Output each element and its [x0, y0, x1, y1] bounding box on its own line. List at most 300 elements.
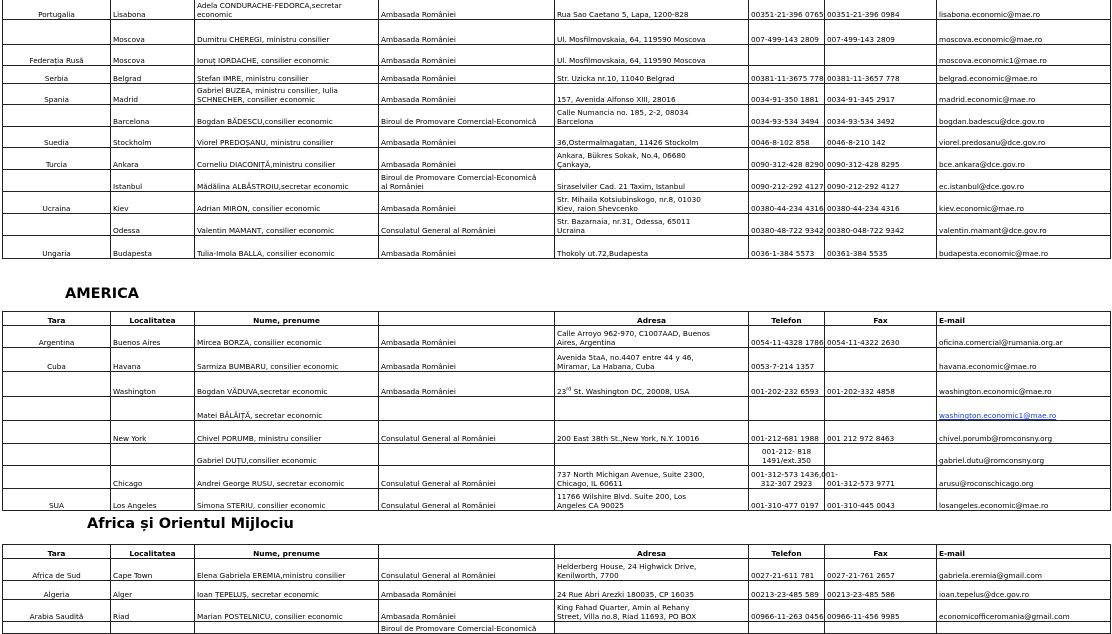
cell-institutie: [379, 489, 555, 511]
table-row: [3, 214, 1111, 236]
cell-adresa-text: 36,Ostermalmagatan, 11426 Stockolm: [557, 138, 699, 147]
cell-nume-text: Bogdan BĂDESCU,consilier economic: [197, 117, 333, 126]
cell-email[interactable]: [937, 105, 1111, 127]
table-row: [3, 236, 1111, 259]
cell-adresa: [555, 45, 749, 66]
cell-adresa-line: Street, Villa no.8, Riad 11693, PO BOX: [557, 612, 697, 621]
cell-tara: [3, 45, 111, 66]
cell-tara: [3, 466, 111, 489]
table-row: [3, 489, 1111, 511]
cell-adresa: [555, 444, 749, 466]
cell-nume-text: Viorel PREDOȘANU, ministru consilier: [197, 138, 334, 147]
cell-nume-text: Sarmiza BUMBARU, consilier economic: [197, 362, 339, 371]
cell-telefon: [749, 489, 825, 511]
cell-localitatea-text: Riad: [113, 612, 130, 621]
cell-localitatea-text: Barcelona: [113, 117, 150, 126]
cell-localitatea: [111, 170, 195, 192]
cell-localitatea: [111, 466, 195, 489]
cell-nume-text: Gabriel DUȚU,consilier economic: [197, 456, 317, 465]
cell-email[interactable]: [937, 148, 1111, 170]
cell-tara: [3, 0, 111, 20]
cell-telefon-text: 0027-21-611 781: [751, 571, 815, 580]
cell-telefon: [749, 66, 825, 84]
cell-telefon: [749, 214, 825, 236]
cell-telefon-text: 0053-7-214 1357: [751, 362, 815, 371]
cell-telefon-text: 001-212-681 1988: [751, 434, 819, 443]
cell-telefon-text: 0034-93-534 3494: [751, 117, 819, 126]
cell-localitatea-text: Belgrad: [113, 74, 142, 83]
cell-nume: [195, 192, 379, 214]
cell-institutie-text: Ambasada României: [381, 362, 456, 371]
africa-table: [2, 544, 1111, 634]
cell-nume-line: economic: [197, 10, 233, 19]
col-email: E-mail: [937, 545, 1111, 559]
cell-email-text[interactable]: gabriela.eremia@gmail.com: [939, 571, 1042, 580]
cell-fax: [825, 192, 937, 214]
cell-nume-text: Elena Gabriela EREMIA,ministru consilier: [197, 571, 346, 580]
cell-institutie: [379, 66, 555, 84]
cell-localitatea-text: Washington: [113, 387, 156, 396]
cell-telefon-text: 00380-48-722 9342: [751, 226, 824, 235]
cell-tara: [3, 397, 111, 421]
cell-telefon-text: 00213-23-485 589: [751, 590, 819, 599]
cell-nume-text: Marian POSTELNICU, consilier economic: [197, 612, 343, 621]
cell-adresa-text: Thokoly ut.72,Budapesta: [557, 249, 649, 258]
cell-nume: [195, 444, 379, 466]
cell-tara: [3, 170, 111, 192]
cell-institutie: [379, 348, 555, 372]
cell-fax-text: 001-312-573 9771: [827, 479, 895, 488]
cell-email[interactable]: [937, 372, 1111, 397]
cell-nume: [195, 127, 379, 148]
cell-nume-text: Corneliu DIACONIȚĂ,ministru consilier: [197, 160, 336, 169]
cell-tara: [3, 236, 111, 259]
cell-adresa-line: Str. Bazarnaia, nr.31, Odessa, 65011: [557, 217, 691, 226]
cell-email-text[interactable]: bogdan.badescu@dce.gov.ro: [939, 117, 1045, 126]
cell-localitatea-text: Alger: [113, 590, 133, 599]
cell-adresa-line: Aires, Argentina: [557, 338, 616, 347]
cell-adresa-line: King Fahad Quarter, Amin al Rehany: [557, 603, 690, 612]
cell-localitatea-text: Madrid: [113, 95, 139, 104]
cell-email-text[interactable]: washington.economic1@mae.ro: [939, 411, 1057, 420]
col-nume: Nume, prenume: [195, 545, 379, 559]
cell-telefon-line: 312-307 2923: [760, 479, 813, 488]
cell-email[interactable]: [937, 170, 1111, 192]
cell-localitatea-text: Budapesta: [113, 249, 152, 258]
cell-email[interactable]: [937, 192, 1111, 214]
cell-email[interactable]: [937, 559, 1111, 581]
cell-institutie-text: Consulatul General al României: [381, 479, 496, 488]
col-fax: Fax: [825, 312, 937, 326]
cell-nume: [195, 148, 379, 170]
cell-nume-text: Adrian MIRON, consilier economic: [197, 204, 321, 213]
cell-tara: [3, 559, 111, 581]
cell-adresa: [555, 192, 749, 214]
cell-institutie: [379, 600, 555, 622]
cell-email-text[interactable]: viorel.predosanu@dce.gov.ro: [939, 138, 1046, 147]
america-table: [2, 311, 1111, 511]
cell-nume: [195, 397, 379, 421]
cell-email-text[interactable]: ioan.tepelus@dce.gov.ro: [939, 590, 1030, 599]
cell-telefon-line: 001-312-573 1436,001-: [751, 470, 838, 479]
cell-tara-text: Turcia: [45, 160, 68, 169]
cell-localitatea: [111, 66, 195, 84]
cell-adresa-line: Barcelona: [557, 117, 594, 126]
cell-email-text[interactable]: arusu@roconschicago.org: [939, 479, 1034, 488]
cell-fax: [825, 0, 937, 20]
cell-localitatea: [111, 581, 195, 600]
col-tara: Tara: [3, 545, 111, 559]
cell-adresa: [555, 622, 749, 634]
cell-telefon: [749, 348, 825, 372]
cell-telefon-text: 0090-312-428 8290: [751, 160, 824, 169]
cell-fax: [825, 559, 937, 581]
cell-email[interactable]: [937, 0, 1111, 20]
col-nume: Nume, prenume: [195, 312, 379, 326]
cell-adresa: [555, 170, 749, 192]
cell-institutie-text: Ambasada României: [381, 249, 456, 258]
cell-fax: [825, 372, 937, 397]
cell-localitatea: [111, 45, 195, 66]
table-row: [3, 372, 1111, 397]
cell-telefon: [749, 170, 825, 192]
cell-tara-text: Argentina: [38, 338, 75, 347]
cell-email-text[interactable]: ec.istanbul@dce.gov.ro: [939, 182, 1025, 191]
cell-institutie: [379, 148, 555, 170]
cell-adresa: [555, 372, 749, 397]
america-body: [3, 326, 1111, 511]
cell-email[interactable]: [937, 84, 1111, 105]
cell-nume: [195, 559, 379, 581]
cell-adresa: [555, 581, 749, 600]
cell-fax: [825, 127, 937, 148]
cell-adresa-line: Kiev, raion Shevcenko: [557, 204, 638, 213]
cell-adresa-line: Çankaya,: [557, 160, 591, 169]
cell-email-text[interactable]: economicofficeromania@gmail.com: [939, 612, 1070, 621]
table-row: [3, 348, 1111, 372]
col-adresa: Adresa: [555, 545, 749, 559]
cell-localitatea: [111, 444, 195, 466]
cell-localitatea: [111, 348, 195, 372]
cell-email[interactable]: [937, 348, 1111, 372]
cell-telefon: [749, 20, 825, 45]
cell-institutie: [379, 622, 555, 634]
cell-nume-text: Ioan ȚEPELUȘ, secretar economic: [197, 590, 319, 599]
table-row: [3, 466, 1111, 489]
cell-institutie: [379, 581, 555, 600]
cell-telefon: [749, 127, 825, 148]
cell-fax: [825, 466, 937, 489]
cell-localitatea-text: Los Angeles: [113, 501, 157, 510]
cell-adresa-line: Ankara, Bükres Sokak, No.4, 06680: [557, 151, 686, 160]
cell-tara: [3, 20, 111, 45]
cell-adresa: [555, 127, 749, 148]
cell-adresa: [555, 559, 749, 581]
africa-body: [3, 559, 1111, 634]
cell-email-text[interactable]: washington.economic@mae.ro: [939, 387, 1052, 396]
cell-tara: [3, 600, 111, 622]
cell-telefon: [749, 466, 838, 489]
cell-adresa: [555, 84, 749, 105]
cell-email-text[interactable]: havana.economic@mae.ro: [939, 362, 1037, 371]
cell-adresa-text: Ul. Mosfilmovskaia, 64, 119590 Moscova: [557, 35, 706, 44]
cell-email[interactable]: [937, 326, 1111, 348]
cell-email-text[interactable]: bce.ankara@dce.gov.ro: [939, 160, 1025, 169]
cell-localitatea-text: Kiev: [113, 204, 129, 213]
cell-fax: [825, 600, 937, 622]
cell-telefon: [749, 600, 825, 622]
cell-tara: [3, 622, 111, 634]
cell-localitatea: [111, 600, 195, 622]
cell-adresa: [555, 600, 749, 622]
cell-nume: [195, 600, 379, 622]
cell-email-text[interactable]: lisabona.economic@mae.ro: [939, 10, 1041, 19]
cell-nume: [195, 66, 379, 84]
cell-tara-text: Algeria: [43, 590, 70, 599]
cell-telefon: [749, 559, 825, 581]
table-row: [3, 444, 1111, 466]
cell-fax-text: 00966-11-456 9985: [827, 612, 900, 621]
cell-fax-text: 007-499-143 2809: [827, 35, 895, 44]
cell-tara-text: Ungaria: [42, 249, 71, 258]
cell-fax-text: 00380-44-234 4316: [827, 204, 900, 213]
cell-localitatea-text: Chicago: [113, 479, 143, 488]
cell-email-text[interactable]: budapesta.economic@mae.ro: [939, 249, 1049, 258]
cell-adresa: [555, 326, 749, 348]
cell-telefon-line: 001-212- 818: [761, 447, 812, 456]
cell-localitatea: [111, 559, 195, 581]
cell-adresa: [555, 214, 749, 236]
cell-email-text[interactable]: kiev.economic@mae.ro: [939, 204, 1025, 213]
cell-nume: [195, 0, 379, 20]
cell-institutie-text: Ambasada României: [381, 74, 456, 83]
cell-institutie: [379, 421, 555, 444]
cell-institutie: [379, 559, 555, 581]
cell-adresa-text: 200 East 38th St.,New York, N.Y. 10016: [557, 434, 700, 443]
cell-nume: [195, 581, 379, 600]
cell-adresa: [555, 348, 749, 372]
cell-telefon-text: 0036-1-384 5573: [751, 249, 815, 258]
cell-tara-text: Federația Rusă: [29, 56, 84, 65]
cell-fax-text: 0090-312-428 8295: [827, 160, 900, 169]
cell-adresa-line: Angeles CA 90025: [557, 501, 624, 510]
cell-nume-text: Mircea BORZA, consilier economic: [197, 338, 322, 347]
cell-email[interactable]: [937, 20, 1111, 45]
cell-localitatea-text: Buenos Aires: [113, 338, 161, 347]
cell-fax-text: 00380-048-722 9342: [827, 226, 905, 235]
cell-telefon: [749, 0, 825, 20]
cell-tara: [3, 489, 111, 511]
cell-email[interactable]: [937, 45, 1111, 66]
cell-fax: [825, 148, 937, 170]
cell-telefon-text: 0090-212-292 4127: [751, 182, 824, 191]
table-row: [3, 66, 1111, 84]
cell-adresa-text: Str. Uzicka nr.10, 11040 Belgrad: [557, 74, 675, 83]
cell-email-text[interactable]: oficina.comercial@rumania.org.ar: [939, 338, 1063, 347]
cell-nume: [195, 170, 379, 192]
cell-email[interactable]: [937, 66, 1111, 84]
cell-adresa: [555, 466, 749, 489]
cell-fax: [825, 45, 937, 66]
cell-localitatea: [111, 489, 195, 511]
table-row: [3, 326, 1111, 348]
table-row: [3, 600, 1111, 622]
cell-telefon: [749, 192, 825, 214]
cell-email-text[interactable]: valentin.mamant@dce.gov.ro: [939, 226, 1047, 235]
cell-nume: [195, 214, 379, 236]
cell-adresa-line: Str. Mihaila Kotsiubinskogo, nr.8, 01030: [557, 195, 701, 204]
cell-tara: [3, 348, 111, 372]
cell-telefon-text: 001-202-232 6593: [751, 387, 819, 396]
table-row: [3, 622, 1111, 634]
table-row: [3, 192, 1111, 214]
cell-adresa: [555, 148, 749, 170]
cell-fax: [825, 236, 937, 259]
cell-tara: [3, 148, 111, 170]
cell-institutie: [379, 0, 555, 20]
cell-email[interactable]: [937, 444, 1111, 466]
cell-localitatea: [111, 127, 195, 148]
table-row: [3, 127, 1111, 148]
cell-nume: [195, 348, 379, 372]
cell-localitatea-text: Moscova: [113, 35, 145, 44]
cell-fax-text: 001 212 972 8463: [827, 434, 895, 443]
cell-fax: [825, 326, 937, 348]
cell-nume: [195, 466, 379, 489]
table-row: [3, 559, 1111, 581]
cell-adresa-text: 157, Avenida Alfonso XIII, 28016: [557, 95, 676, 104]
cell-institutie-text: Ambasada României: [381, 160, 456, 169]
cell-localitatea: [111, 421, 195, 444]
cell-nume: [195, 489, 379, 511]
cell-telefon: [749, 326, 825, 348]
cell-telefon: [749, 444, 825, 466]
cell-institutie: [379, 127, 555, 148]
cell-institutie: [379, 214, 555, 236]
cell-tara: [3, 326, 111, 348]
cell-email[interactable]: [937, 466, 1111, 489]
cell-fax-text: 00213-23-485 586: [827, 590, 895, 599]
cell-tara: [3, 84, 111, 105]
col-institutie: [379, 545, 555, 559]
cell-institutie: [379, 105, 555, 127]
cell-institutie: [379, 372, 555, 397]
cell-adresa: [555, 236, 749, 259]
cell-tara: [3, 192, 111, 214]
cell-email[interactable]: [937, 489, 1111, 511]
cell-email[interactable]: [937, 600, 1111, 622]
table-row: [3, 421, 1111, 444]
cell-fax-text: 00351-21-396 0984: [827, 10, 900, 19]
cell-email-text[interactable]: moscova.economic1@mae.ro: [939, 56, 1047, 65]
cell-email[interactable]: [937, 127, 1111, 148]
cell-fax-text: 0090-212-292 4127: [827, 182, 900, 191]
cell-institutie-text: Consulatul General al României: [381, 434, 496, 443]
cell-telefon-text: 0034-91-350 1881: [751, 95, 819, 104]
cell-tara-text: Portugalia: [38, 10, 75, 19]
cell-email-text[interactable]: losangeles.economic@mae.ro: [939, 501, 1049, 510]
col-email: E-mail: [937, 312, 1111, 326]
cell-fax: [825, 170, 937, 192]
cell-institutie-line: Biroul de Promovare Comercial-Economică: [381, 173, 537, 182]
cell-institutie-text: Ambasada României: [381, 204, 456, 213]
cell-adresa-line: Avenida 5taA, no.4407 entre 44 y 46,: [557, 353, 694, 362]
cell-localitatea-text: New York: [113, 434, 147, 443]
col-adresa: Adresa: [555, 312, 749, 326]
cell-tara: [3, 66, 111, 84]
europe-table: [2, 0, 1111, 259]
table-row: [3, 45, 1111, 66]
cell-institutie: [379, 192, 555, 214]
table-row: [3, 581, 1111, 600]
cell-institutie: [379, 236, 555, 259]
cell-fax-text: 001-310-445 0043: [827, 501, 895, 510]
cell-tara-text: Suedia: [44, 138, 69, 147]
cell-tara-text: Africa de Sud: [32, 571, 81, 580]
cell-tara-text: Cuba: [47, 362, 66, 371]
cell-adresa-line: 737 North Michigan Avenue, Suite 2300,: [557, 470, 705, 479]
cell-email[interactable]: [937, 214, 1111, 236]
cell-fax: [825, 622, 937, 634]
cell-email-text[interactable]: belgrad.economic@mae.ro: [939, 74, 1038, 83]
cell-email[interactable]: [937, 421, 1111, 444]
cell-institutie: [379, 45, 555, 66]
cell-institutie-text: Consulatul General al României: [381, 571, 496, 580]
cell-institutie-text: Ambasada României: [381, 10, 456, 19]
table-row: [3, 84, 1111, 105]
cell-telefon-text: 007-499-143 2809: [751, 35, 819, 44]
col-institutie: [379, 312, 555, 326]
cell-nume-text: Ștefan IMRE, ministru consilier: [197, 74, 309, 83]
cell-email-text[interactable]: madrid.economic@mae.ro: [939, 95, 1036, 104]
cell-localitatea-text: Moscova: [113, 56, 145, 65]
cell-adresa: [555, 0, 749, 20]
col-localitatea: Localitatea: [111, 545, 195, 559]
cell-adresa: [555, 66, 749, 84]
cell-nume: [195, 421, 379, 444]
cell-email-text[interactable]: moscova.economic@mae.ro: [939, 35, 1043, 44]
cell-institutie-text: Consulatul General al României: [381, 226, 496, 235]
cell-adresa-text: Rua Sao Caetano 5, Lapa, 1200-828: [557, 10, 689, 19]
cell-telefon-text: 00351-21-396 0765: [751, 10, 824, 19]
cell-adresa-line: Ucraina: [557, 226, 585, 235]
cell-localitatea-text: Ankara: [113, 160, 139, 169]
cell-email[interactable]: [937, 397, 1111, 421]
cell-email-text[interactable]: gabriel.dutu@romconsny.org: [939, 456, 1045, 465]
cell-tara: [3, 105, 111, 127]
cell-tara: [3, 444, 111, 466]
cell-email[interactable]: [937, 581, 1111, 600]
cell-institutie-text: Ambasada României: [381, 612, 456, 621]
cell-institutie: [379, 397, 555, 421]
cell-institutie-text: Ambasada României: [381, 387, 456, 396]
cell-nume: [195, 372, 379, 397]
cell-localitatea: [111, 372, 195, 397]
cell-telefon: [749, 421, 825, 444]
cell-fax-text: 001-202-332 4858: [827, 387, 895, 396]
cell-institutie-text: Ambasada României: [381, 35, 456, 44]
cell-fax: [825, 66, 937, 84]
cell-telefon: [749, 236, 825, 259]
cell-localitatea-text: Odessa: [113, 226, 140, 235]
cell-email[interactable]: [937, 236, 1111, 259]
cell-email-text[interactable]: chivel.porumb@romconsny.org: [939, 434, 1053, 443]
cell-nume-text: Chivel PORUMB, ministru consilier: [197, 434, 322, 443]
cell-telefon-text: 00966-11-263 0456: [751, 612, 824, 621]
cell-adresa-text: 23rd St. Washington DC, 20008, USA: [557, 386, 690, 396]
cell-localitatea: [111, 397, 195, 421]
cell-adresa-text: Ul. Mosfilmovskaia, 64, 119590 Moscova: [557, 56, 706, 65]
